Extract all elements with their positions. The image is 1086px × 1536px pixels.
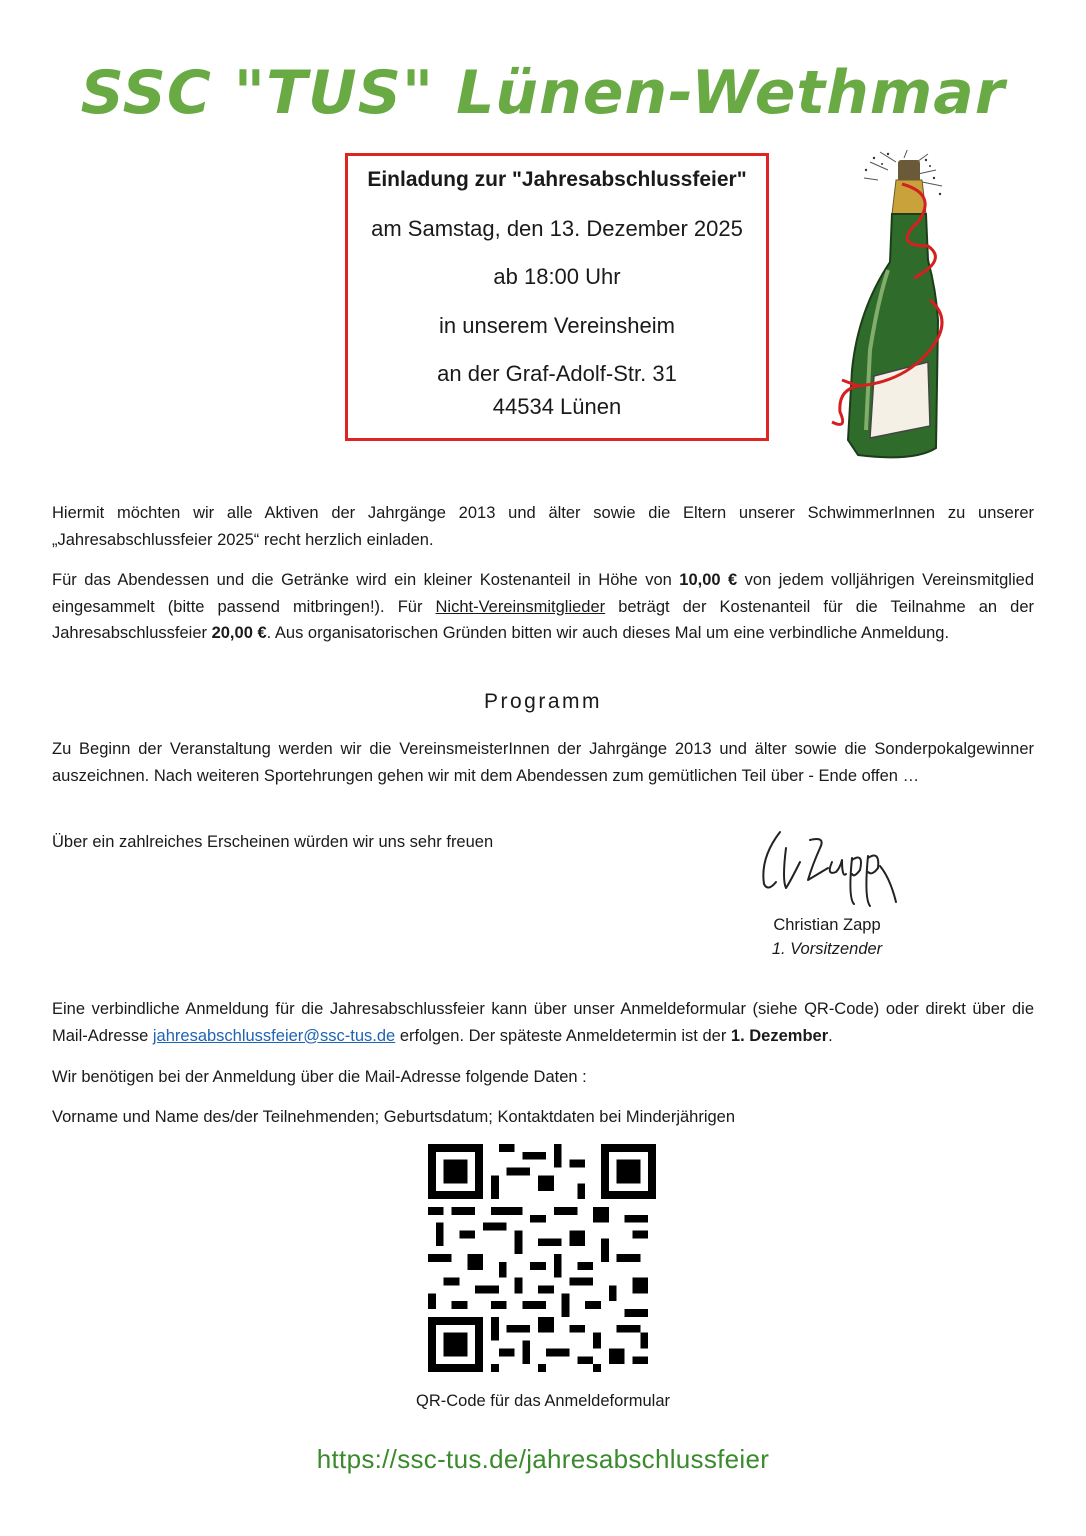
footer-url-link[interactable]: https://ssc-tus.de/jahresabschlussfeier	[316, 1444, 770, 1474]
invitation-heading: Einladung zur "Jahresabschlussfeier"	[367, 168, 747, 191]
invitation-street: an der Graf-Adolf-Str. 31	[437, 361, 677, 386]
signature-icon	[756, 818, 906, 910]
closing-text: Über ein zahlreiches Erscheinen würden wir uns sehr freuen	[52, 833, 494, 851]
signer-name: Christian Zapp	[773, 916, 881, 934]
non-members-label: Nicht-Vereinsmitglieder	[435, 597, 606, 616]
registration-text-2: erfolgen. Der späteste Anmeldetermin ist der	[395, 1026, 731, 1045]
registration-deadline: 1. Dezember	[730, 1026, 829, 1045]
costs-text-2: von jedem volljährigen Vereinsmitglied eingesammelt (bitte passend mitbringen!). Für	[52, 571, 1034, 616]
signer-role: 1. Vorsitzender	[771, 940, 883, 958]
costs-text-1: Für das Abendessen und die Getränke wird ein kleiner Kostenanteil in Höhe von	[52, 571, 680, 589]
program-paragraph: Zu Beginn der Veranstaltung werden wir die VereinsmeisterInnen der Jahrgänge 2013 und älter sowie die Sonderpokalgewinner auszeichnen. Nach weiteren Sportehrungen gehen wir mit dem Abendessen zum gemütlichen Teil über - Ende offen …	[52, 740, 1034, 785]
costs-text-3: beträgt der Kostenanteil für die Teilnahme an der Jahresabschlussfeier	[52, 597, 1034, 642]
intro-paragraph: Hiermit möchten wir alle Aktiven der Jahrgänge 2013 und älter sowie die Eltern unserer SchwimmerInnen zu unserer „Jahresabschlussfeier 2025“ recht herzlich einladen.	[52, 504, 1034, 549]
data-needed-list: Vorname und Name des/der Teilnehmenden; Geburtsdatum; Kontaktdaten bei Minderjährigen	[52, 1108, 736, 1126]
nonmember-price: 20,00 €	[211, 624, 267, 642]
registration-text-3: .	[828, 1026, 833, 1045]
registration-text-1: Eine verbindliche Anmeldung für die Jahresabschlussfeier kann über unser Anmeldeformular (siehe QR-Code) oder direkt über die Mail-Adresse	[52, 1000, 1034, 1045]
costs-text-4: . Aus organisatorischen Gründen bitten wir auch dieses Mal um eine verbindliche Anmeldung.	[266, 624, 950, 642]
data-needed-intro: Wir benötigen bei der Anmeldung über die Mail-Adresse folgende Daten :	[52, 1068, 587, 1086]
registration-paragraph	[52, 996, 1034, 1049]
club-title: SSC "TUS" Lünen-Wethmar	[80, 58, 1006, 128]
invitation-box	[345, 153, 769, 441]
costs-paragraph	[52, 567, 1034, 647]
qr-caption: QR-Code für das Anmeldeformular	[415, 1392, 671, 1410]
champagne-bottle-icon	[818, 150, 978, 470]
email-link[interactable]: jahresabschlussfeier@ssc-tus.de	[152, 1026, 396, 1045]
invitation-city: 44534 Lünen	[492, 394, 622, 419]
program-heading: Programm	[483, 690, 603, 713]
qr-code-icon[interactable]	[428, 1144, 656, 1372]
invitation-location: in unserem Vereinsheim	[438, 313, 675, 338]
invitation-time: ab 18:00 Uhr	[493, 264, 621, 289]
invitation-date: am Samstag, den 13. Dezember 2025	[371, 216, 743, 241]
member-price: 10,00 €	[679, 571, 738, 589]
